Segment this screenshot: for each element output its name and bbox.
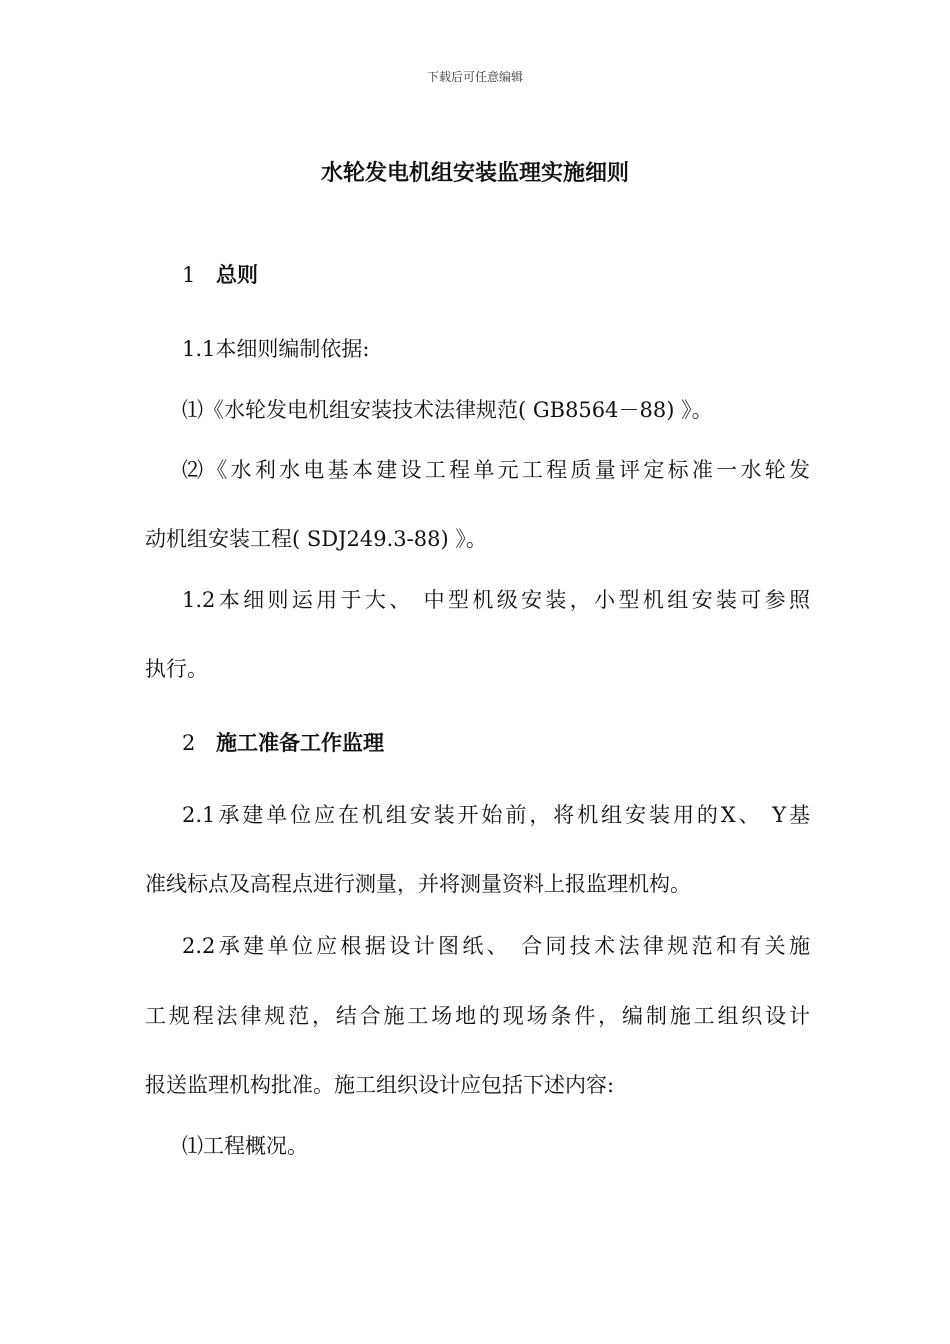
header-note: 下载后可任意编辑 xyxy=(426,70,523,84)
paragraph-line: ⑵《水利水电基本建设工程单元工程质量评定标准一水轮发 xyxy=(182,458,810,482)
paragraph-line: 1.2本细则运用于大、 中型机级安装，小型机组安装可参照 xyxy=(182,588,810,612)
paragraph-line: 1.1本细则编制依据: xyxy=(182,337,370,361)
section-heading-2 xyxy=(182,728,810,758)
section-number: 2 xyxy=(182,731,196,755)
paragraph-line: 2.2承建单位应根据设计图纸、 合同技术法律规范和有关施 xyxy=(182,934,810,958)
paragraph-line: 动机组安装工程( SDJ249.3-88) 》。 xyxy=(145,527,487,551)
section-title: 施工准备工作监理 xyxy=(216,731,384,755)
paragraph-line: ⑴《水轮发电机组安装技术法律规范( GB8564－88) 》。 xyxy=(182,398,713,422)
section-number: 1 xyxy=(182,263,196,287)
paragraph-line: ⑴工程概况。 xyxy=(182,1134,308,1158)
section-title: 总则 xyxy=(216,263,258,287)
paragraph-line: 2.1承建单位应在机组安装开始前，将机组安装用的X、 Y基 xyxy=(182,803,810,827)
section-heading-1 xyxy=(182,260,810,290)
paragraph-line: 工规程法律规范，结合施工场地的现场条件，编制施工组织设计 xyxy=(145,1004,810,1028)
paragraph-line: 准线标点及高程点进行测量，并将测量资料上报监理机构。 xyxy=(145,872,691,896)
page-title: 水轮发电机组安装监理实施细则 xyxy=(320,161,629,186)
paragraph-line: 报送监理机构批准。施工组织设计应包括下述内容: xyxy=(145,1073,615,1097)
paragraph-line: 执行。 xyxy=(145,657,208,681)
